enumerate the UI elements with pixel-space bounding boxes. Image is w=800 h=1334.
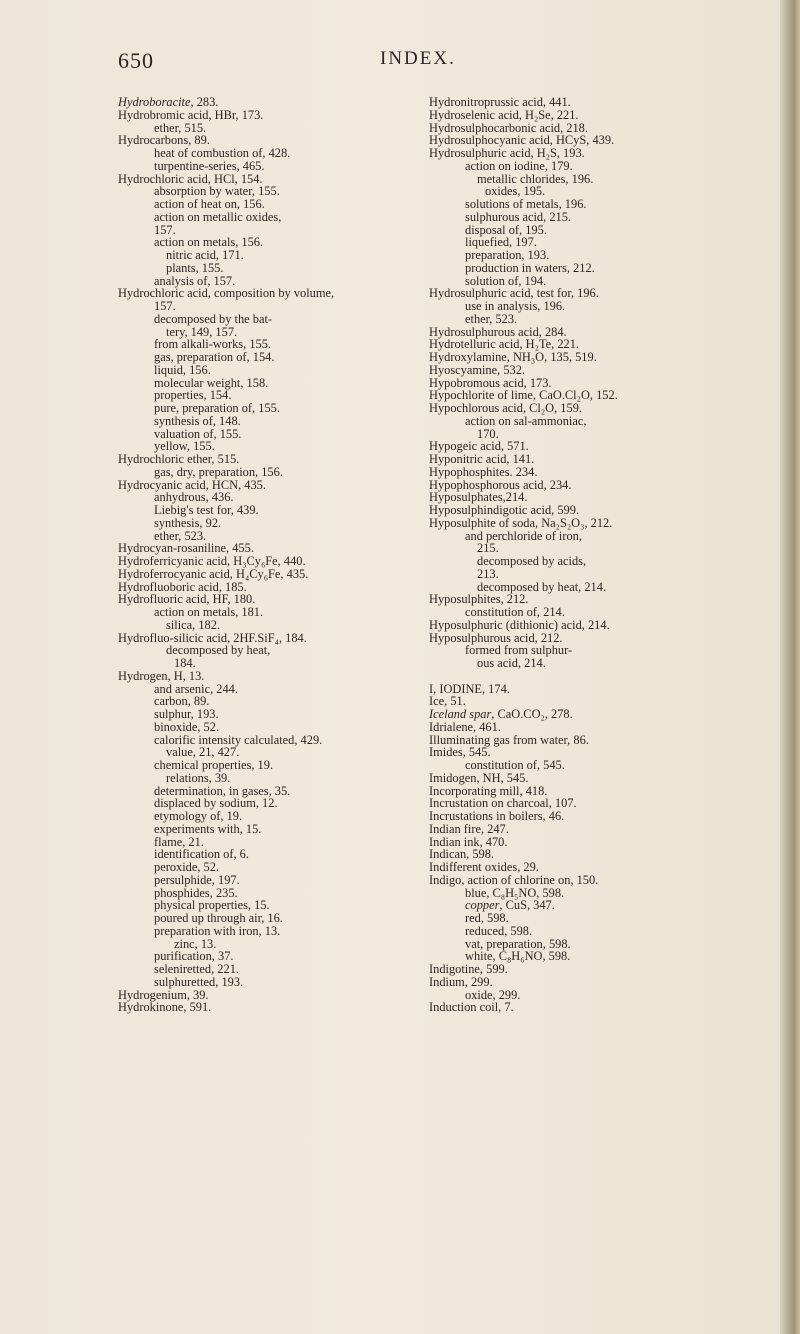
index-entry: Indigotine, 599. [429, 962, 508, 976]
index-entry: Imides, 545. [429, 745, 491, 760]
index-entry: Hydroselenic acid, H₂Se, 221. [429, 107, 579, 122]
index-entry: Indium, 299. [429, 974, 493, 989]
index-subentry: use in analysis, 196. [465, 299, 566, 313]
index-entry: Idrialene, 461. [429, 719, 501, 734]
index-entry: Iceland spar, CaO.CO₂, 278. [429, 707, 573, 721]
index-subentry: and perchloride of iron, [465, 528, 582, 543]
index-subentry: sulphurous acid, 215. [465, 209, 571, 224]
index-entry: Hydroferricyanic acid, H₃Cy₆Fe, 440. [118, 554, 306, 568]
index-subentry: oxide, 299. [465, 987, 521, 1002]
index-subentry: zinc, 13. [174, 936, 217, 951]
index-subentry: identification of, 6. [154, 847, 249, 862]
index-subentry: vat, preparation, 598. [465, 936, 571, 951]
index-subentry: carbon, 89. [154, 694, 210, 709]
index-entry: Hydrofluoric acid, HF, 180. [118, 592, 256, 607]
index-subentry: 157. [154, 299, 176, 313]
index-entry: Hypochlorite of lime, CaO.Cl₂O, 152. [429, 388, 618, 403]
index-subentry: gas, dry, preparation, 156. [154, 464, 283, 479]
index-entry: Hydrosulphocyanic acid, HCyS, 439. [429, 133, 615, 148]
index-subentry: red, 598. [465, 911, 509, 925]
index-entry: Hydrobromic acid, HBr, 173. [118, 107, 264, 122]
index-subentry: decomposed by acids, [477, 554, 587, 568]
index-subentry: persulphide, 197. [154, 872, 240, 887]
index-entry: I, IODINE, 174. [429, 681, 510, 696]
index-subentry: synthesis of, 148. [154, 413, 241, 428]
index-subentry: physical properties, 15. [154, 898, 270, 913]
index-entry: Hydroxylamine, NH₃O, 135, 519. [429, 350, 597, 364]
index-entry: Hypogeic acid, 571. [429, 439, 529, 454]
index-subentry: flame, 21. [154, 834, 204, 849]
index-subentry: solutions of metals, 196. [465, 197, 587, 211]
index-subentry: from alkali-works, 155. [154, 337, 271, 352]
index-entry: Hydrosulphocarbonic acid, 218. [429, 120, 588, 135]
index-subentry: production in waters, 212. [465, 260, 595, 275]
index-subentry: action on sal-ammoniac, [465, 413, 587, 428]
index-subentry: tery, 149, 157. [166, 324, 238, 339]
index-subentry: liquefied, 197. [465, 235, 537, 250]
index-subentry: properties, 154. [154, 388, 232, 403]
index-subentry: nitric acid, 171. [166, 248, 244, 262]
index-entry: Hydronitroprussic acid, 441. [429, 95, 571, 109]
index-subentry: disposal of, 195. [465, 222, 547, 237]
index-column-left [118, 96, 418, 1014]
index-entry: Hydrotelluric acid, H₂Te, 221. [429, 337, 580, 352]
index-subentry: calorific intensity calculated, 429. [154, 732, 323, 747]
index-subentry: etymology of, 19. [154, 809, 243, 823]
index-subentry: phosphides, 235. [154, 885, 238, 900]
index-subentry: action on metals, 181. [154, 605, 264, 619]
index-subentry: value, 21, 427. [166, 745, 240, 760]
index-column-right [429, 96, 747, 1014]
index-entry: Hydrofluoboric acid, 185. [118, 579, 247, 594]
index-subentry: sulphur, 193. [154, 707, 219, 721]
index-entry: Hyposulphites, 212. [429, 592, 529, 607]
index-entry: Hyponitric acid, 141. [429, 452, 535, 466]
index-entry: Indican, 598. [429, 847, 495, 862]
index-subentry: binoxide, 52. [154, 719, 220, 734]
page-number: 650 [118, 48, 154, 73]
index-subentry: seleniretted, 221. [154, 962, 239, 976]
index-entry: Indigo, action of chlorine on, 150. [429, 872, 599, 887]
index-entry: Hydrosulphuric acid, H₂S, 193. [429, 146, 585, 160]
index-subentry: metallic chlorides, 196. [477, 171, 594, 186]
index-entry: Hydrocarbons, 89. [118, 133, 210, 148]
index-entry: Hydrochloric acid, HCl, 154. [118, 171, 263, 186]
index-subentry: and arsenic, 244. [154, 681, 238, 696]
index-subentry: reduced, 598. [465, 923, 533, 938]
index-entry: Ice, 51. [429, 694, 466, 709]
index-subentry: 170. [477, 426, 499, 441]
index-subentry: preparation with iron, 13. [154, 923, 281, 938]
index-subentry: gas, preparation of, 154. [154, 350, 275, 364]
index-subentry: silica, 182. [166, 617, 221, 632]
index-entry: Hyposulphurous acid, 212. [429, 630, 563, 645]
index-subentry: blue, C₈H₅NO, 598. [465, 885, 565, 900]
index-subentry: relations, 39. [166, 770, 231, 785]
index-subentry: ether, 523. [465, 311, 518, 326]
index-subentry: Liebig's test for, 439. [154, 503, 259, 517]
index-subentry: synthesis, 92. [154, 515, 222, 530]
index-subentry: 157. [154, 222, 176, 237]
index-subentry: decomposed by heat, [166, 643, 271, 658]
index-entry: Hydrochloric ether, 515. [118, 452, 240, 466]
index-entry: Hydrocyanic acid, HCN, 435. [118, 477, 266, 492]
index-subentry: valuation of, 155. [154, 426, 242, 441]
index-entry: Hydrocyan-rosaniline, 455. [118, 541, 254, 556]
index-subentry: formed from sulphur- [465, 643, 573, 658]
index-subentry: white, C₈H₆NO, 598. [465, 949, 571, 964]
index-entry: Hyposulphite of soda, Na₂S₂O₃, 212. [429, 515, 613, 530]
index-subentry: peroxide, 52. [154, 860, 220, 874]
index-entry: Hyposulphates,214. [429, 490, 528, 505]
index-subentry: constitution of, 214. [465, 605, 565, 619]
index-entry: Hydrogenium, 39. [118, 987, 209, 1002]
running-head: INDEX. [380, 48, 456, 69]
index-entry: Indian ink, 470. [429, 834, 508, 849]
index-subentry: yellow, 155. [154, 439, 215, 454]
index-subentry: 215. [477, 541, 499, 556]
index-entry: Hyposulphuric (dithionic) acid, 214. [429, 617, 610, 632]
index-entry: Hydroboracite, 283. [118, 95, 219, 109]
index-entry: Incrustation on charcoal, 107. [429, 796, 577, 811]
index-entry: Hypobromous acid, 173. [429, 375, 552, 390]
index-entry: Hydrokinone, 591. [118, 1000, 212, 1015]
index-subentry: experiments with, 15. [154, 821, 262, 836]
index-entry: Hydrosulphuric acid, test for, 196. [429, 286, 599, 301]
index-subentry: action on metallic oxides, [154, 209, 282, 224]
index-entry: Incorporating mill, 418. [429, 783, 548, 798]
index-subentry: pure, preparation of, 155. [154, 401, 280, 415]
index-subentry: liquid, 156. [154, 362, 211, 377]
index-subentry: solution of, 194. [465, 273, 547, 288]
index-subentry: anhydrous, 436. [154, 490, 234, 505]
index-subentry: ether, 515. [154, 120, 207, 135]
index-entry: Incrustations in boilers, 46. [429, 809, 565, 823]
index-subentry: action of heat on, 156. [154, 197, 265, 211]
index-entry: Hydrosulphurous acid, 284. [429, 324, 567, 339]
index-entry: Hydroferrocyanic acid, H₄Cy₆Fe, 435. [118, 566, 309, 581]
index-subentry: absorption by water, 155. [154, 184, 280, 199]
index-subentry: copper, CuS, 347. [465, 898, 555, 913]
index-entry: Hypochlorous acid, Cl₂O, 159. [429, 401, 582, 415]
index-subentry: decomposed by heat, 214. [477, 579, 607, 594]
index-entry: Hypophosphorous acid, 234. [429, 477, 572, 492]
index-subentry: displaced by sodium, 12. [154, 796, 278, 811]
index-subentry: ether, 523. [154, 528, 207, 543]
index-subentry: determination, in gases, 35. [154, 783, 291, 798]
index-subentry: oxides, 195. [485, 184, 546, 199]
index-subentry: decomposed by the bat- [154, 311, 273, 326]
page-edge [780, 0, 800, 1334]
index-subentry: constitution of, 545. [465, 758, 565, 772]
index-subentry: analysis of, 157. [154, 273, 236, 288]
index-entry: Hyposulphindigotic acid, 599. [429, 503, 580, 517]
index-subentry: chemical properties, 19. [154, 758, 274, 772]
index-entry: Indian fire, 247. [429, 821, 509, 836]
index-subentry: 184. [174, 656, 196, 670]
index-subentry: plants, 155. [166, 260, 224, 275]
index-subentry: action on iodine, 179. [465, 158, 573, 173]
index-subentry: molecular weight, 158. [154, 375, 269, 390]
index-subentry: poured up through air, 16. [154, 911, 283, 925]
index-entry: Induction coil, 7. [429, 1000, 514, 1015]
index-entry: Hydrochloric acid, composition by volume, [118, 286, 335, 301]
index-entry: Hyoscyamine, 532. [429, 362, 526, 377]
index-entry: Hydrogen, H, 13. [118, 668, 205, 683]
index-subentry: purification, 37. [154, 949, 234, 964]
index-entry: Illuminating gas from water, 86. [429, 732, 589, 747]
index-entry: Hypophosphites. 234. [429, 464, 538, 479]
index-entry: Hydrofluo-silicic acid, 2HF.SiF₄, 184. [118, 630, 307, 645]
index-subentry: sulphuretted, 193. [154, 974, 244, 989]
index-subentry: action on metals, 156. [154, 235, 264, 250]
index-entry: Imidogen, NH, 545. [429, 770, 529, 785]
section-gap [429, 670, 747, 683]
index-subentry: 213. [477, 566, 499, 581]
index-subentry: preparation, 193. [465, 248, 550, 262]
index-subentry: ous acid, 214. [477, 656, 546, 670]
index-subentry: heat of combustion of, 428. [154, 146, 291, 160]
index-subentry: turpentine-series, 465. [154, 158, 265, 173]
index-entry: Indifferent oxides, 29. [429, 860, 539, 874]
